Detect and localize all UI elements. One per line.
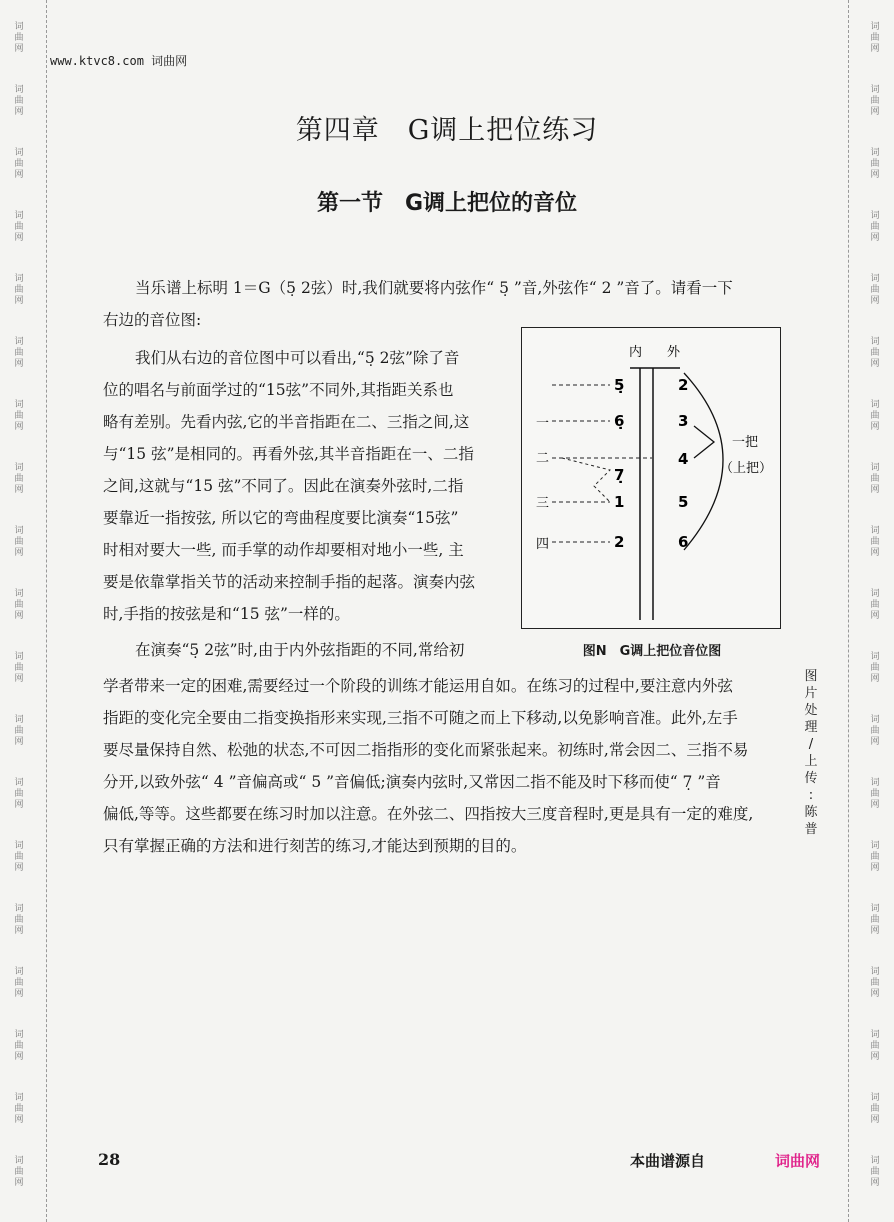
paragraph-2-line: 略有差别。先看内弦,它的半音指距在二、三指之间,这 <box>103 413 470 431</box>
watermark-mark: 词 曲 网 <box>870 211 880 243</box>
finger-label: 一 <box>536 416 550 431</box>
paragraph-2-line: 时相对要大一些, 而手掌的动作却要相对地小一些, 主 <box>103 541 464 559</box>
watermark-mark: 词 曲 网 <box>870 589 880 621</box>
watermark-mark: 词 曲 网 <box>870 400 880 432</box>
inner-note: 6̣ <box>614 412 625 430</box>
credit-char: 图 <box>804 669 818 684</box>
credit-char: 上 <box>804 754 818 769</box>
watermark-mark: 词 曲 网 <box>870 463 880 495</box>
outer-note: 3 <box>678 412 689 430</box>
watermark-mark: 词 曲 网 <box>870 778 880 810</box>
watermark-mark: 词 曲 网 <box>14 904 24 936</box>
diagram-caption: 图N G调上把位音位图 <box>582 644 722 659</box>
credit-char: / <box>808 737 814 752</box>
paragraph-1-line-2: 右边的音位图: <box>103 311 202 329</box>
position-arc <box>684 373 723 550</box>
watermark-mark: 词 曲 网 <box>870 1030 880 1062</box>
paragraph-2-line: 我们从右边的音位图中可以看出,“5̣ 2弦”除了音 <box>135 349 460 367</box>
credit-char: 传 <box>804 771 818 786</box>
watermark-url: www.ktvc8.com 词曲网 <box>50 54 188 68</box>
credit-char: 理 <box>804 720 818 735</box>
watermark-mark: 词 曲 网 <box>14 22 24 54</box>
footer-brand-link[interactable]: 词曲网 <box>775 1152 821 1170</box>
watermark-mark: 词 曲 网 <box>870 1156 880 1188</box>
page-number: 28 <box>98 1150 121 1169</box>
watermark-mark: 词 曲 网 <box>14 1093 24 1125</box>
inner-note: 2 <box>614 533 625 551</box>
paragraph-2-line: 与“15 弦”是相同的。再看外弦,其半音指距在一、二指 <box>103 445 474 463</box>
paragraph-3-line-1: 在演奏“5̣ 2弦”时,由于内外弦指距的不同,常给初 <box>135 641 465 659</box>
watermark-mark: 词 曲 网 <box>14 463 24 495</box>
outer-note: 6 <box>678 533 689 551</box>
finger-label: 四 <box>536 537 550 552</box>
guide-line <box>562 458 610 502</box>
inner-note: 7̣ <box>614 466 625 484</box>
outer-note: 4 <box>678 450 689 468</box>
upload-credit <box>800 668 822 838</box>
watermark-mark: 词 曲 网 <box>14 211 24 243</box>
watermark-mark: 词 曲 网 <box>870 148 880 180</box>
paragraph-2-line: 要靠近一指按弦, 所以它的弯曲程度要比演奏“15弦” <box>103 509 459 527</box>
chapter-title: 第四章 G调上把位练习 <box>295 115 599 146</box>
watermark-mark: 词 曲 网 <box>14 1156 24 1188</box>
paragraph-2-line: 时,手指的按弦是和“15 弦”一样的。 <box>103 605 350 623</box>
watermark-mark: 词 曲 网 <box>14 85 24 117</box>
paragraph-3-line: 只有掌握正确的方法和进行刻苦的练习,才能达到预期的目的。 <box>103 837 527 855</box>
watermark-mark: 词 曲 网 <box>14 148 24 180</box>
position-label: 一把 <box>732 435 759 450</box>
watermark-mark: 词 曲 网 <box>14 841 24 873</box>
watermark-mark: 词 曲 网 <box>14 274 24 306</box>
section-title: 第一节 G调上把位的音位 <box>316 191 578 216</box>
finger-label: 三 <box>536 496 550 511</box>
watermark-mark: 词 曲 网 <box>14 589 24 621</box>
paragraph-3-line: 学者带来一定的困难,需要经过一个阶段的训练才能运用自如。在练习的过程中,要注意内外弦 <box>103 677 733 695</box>
paragraph-2-line: 之间,这就与“15 弦”不同了。因此在演奏外弦时,二指 <box>103 477 464 495</box>
watermark-mark: 词 曲 网 <box>870 22 880 54</box>
credit-char: : <box>808 788 814 803</box>
position-sub-label: （上把） <box>720 461 773 476</box>
paragraph-2-line: 要是依靠掌指关节的活动来控制手指的起落。演奏内弦 <box>103 573 476 591</box>
outer-note: 2 <box>678 376 689 394</box>
finger-label: 二 <box>536 451 550 466</box>
left-watermark-strip <box>8 0 30 1222</box>
watermark-mark: 词 曲 网 <box>14 1030 24 1062</box>
diagram-inner-header: 内 <box>629 345 643 360</box>
position-diagram <box>521 327 781 629</box>
paragraph-3-line: 分开,以致外弦“ 4 ”音偏高或“ 5 ”音偏低;演奏内弦时,又常因二指不能及时下移而使“ 7̣ ”音 <box>103 773 721 791</box>
watermark-mark: 词 曲 网 <box>870 526 880 558</box>
credit-char: 处 <box>804 703 818 718</box>
right-dashed-line <box>848 0 849 1222</box>
watermark-mark: 词 曲 网 <box>870 715 880 747</box>
inner-note: 5̣ <box>614 376 625 394</box>
watermark-mark: 词 曲 网 <box>870 1093 880 1125</box>
watermark-mark: 词 曲 网 <box>14 967 24 999</box>
watermark-mark: 词 曲 网 <box>870 904 880 936</box>
watermark-mark: 词 曲 网 <box>14 526 24 558</box>
paragraph-3-line: 偏低,等等。这些都要在练习时加以注意。在外弦二、四指按大三度音程时,更是具有一定的难度, <box>103 805 754 823</box>
watermark-mark: 词 曲 网 <box>870 337 880 369</box>
paragraph-3-line: 要尽量保持自然、松弛的状态,不可因二指指形的变化而紧张起来。初练时,常会因二、三指不易 <box>103 741 749 759</box>
watermark-mark: 词 曲 网 <box>14 715 24 747</box>
credit-char: 陈 <box>804 805 818 820</box>
position-bracket <box>694 426 714 458</box>
diagram-outer-header: 外 <box>667 345 681 360</box>
paragraph-1-line-1: 当乐谱上标明 1＝G（5̣ 2弦）时,我们就要将内弦作“ 5̣ ”音,外弦作“ 2 ”音了。请看一下 <box>135 279 733 297</box>
paragraph-2-line: 位的唱名与前面学过的“15弦”不同外,其指距关系也 <box>103 381 454 399</box>
watermark-mark: 词 曲 网 <box>14 778 24 810</box>
watermark-mark: 词 曲 网 <box>14 400 24 432</box>
watermark-mark: 词 曲 网 <box>870 841 880 873</box>
watermark-mark: 词 曲 网 <box>870 85 880 117</box>
left-dashed-line <box>46 0 47 1222</box>
watermark-mark: 词 曲 网 <box>870 652 880 684</box>
watermark-mark: 词 曲 网 <box>870 274 880 306</box>
watermark-mark: 词 曲 网 <box>870 967 880 999</box>
paragraph-3-line: 指距的变化完全要由二指变换指形来实现,三指不可随之而上下移动,以免影响音准。此外,左手 <box>103 709 738 727</box>
footer-source-label: 本曲谱源自 <box>630 1152 706 1170</box>
credit-char: 片 <box>804 686 818 701</box>
right-watermark-strip <box>864 0 886 1222</box>
inner-note: 1 <box>614 493 625 511</box>
credit-char: 普 <box>804 822 818 837</box>
outer-note: 5 <box>678 493 689 511</box>
watermark-mark: 词 曲 网 <box>14 337 24 369</box>
watermark-mark: 词 曲 网 <box>14 652 24 684</box>
